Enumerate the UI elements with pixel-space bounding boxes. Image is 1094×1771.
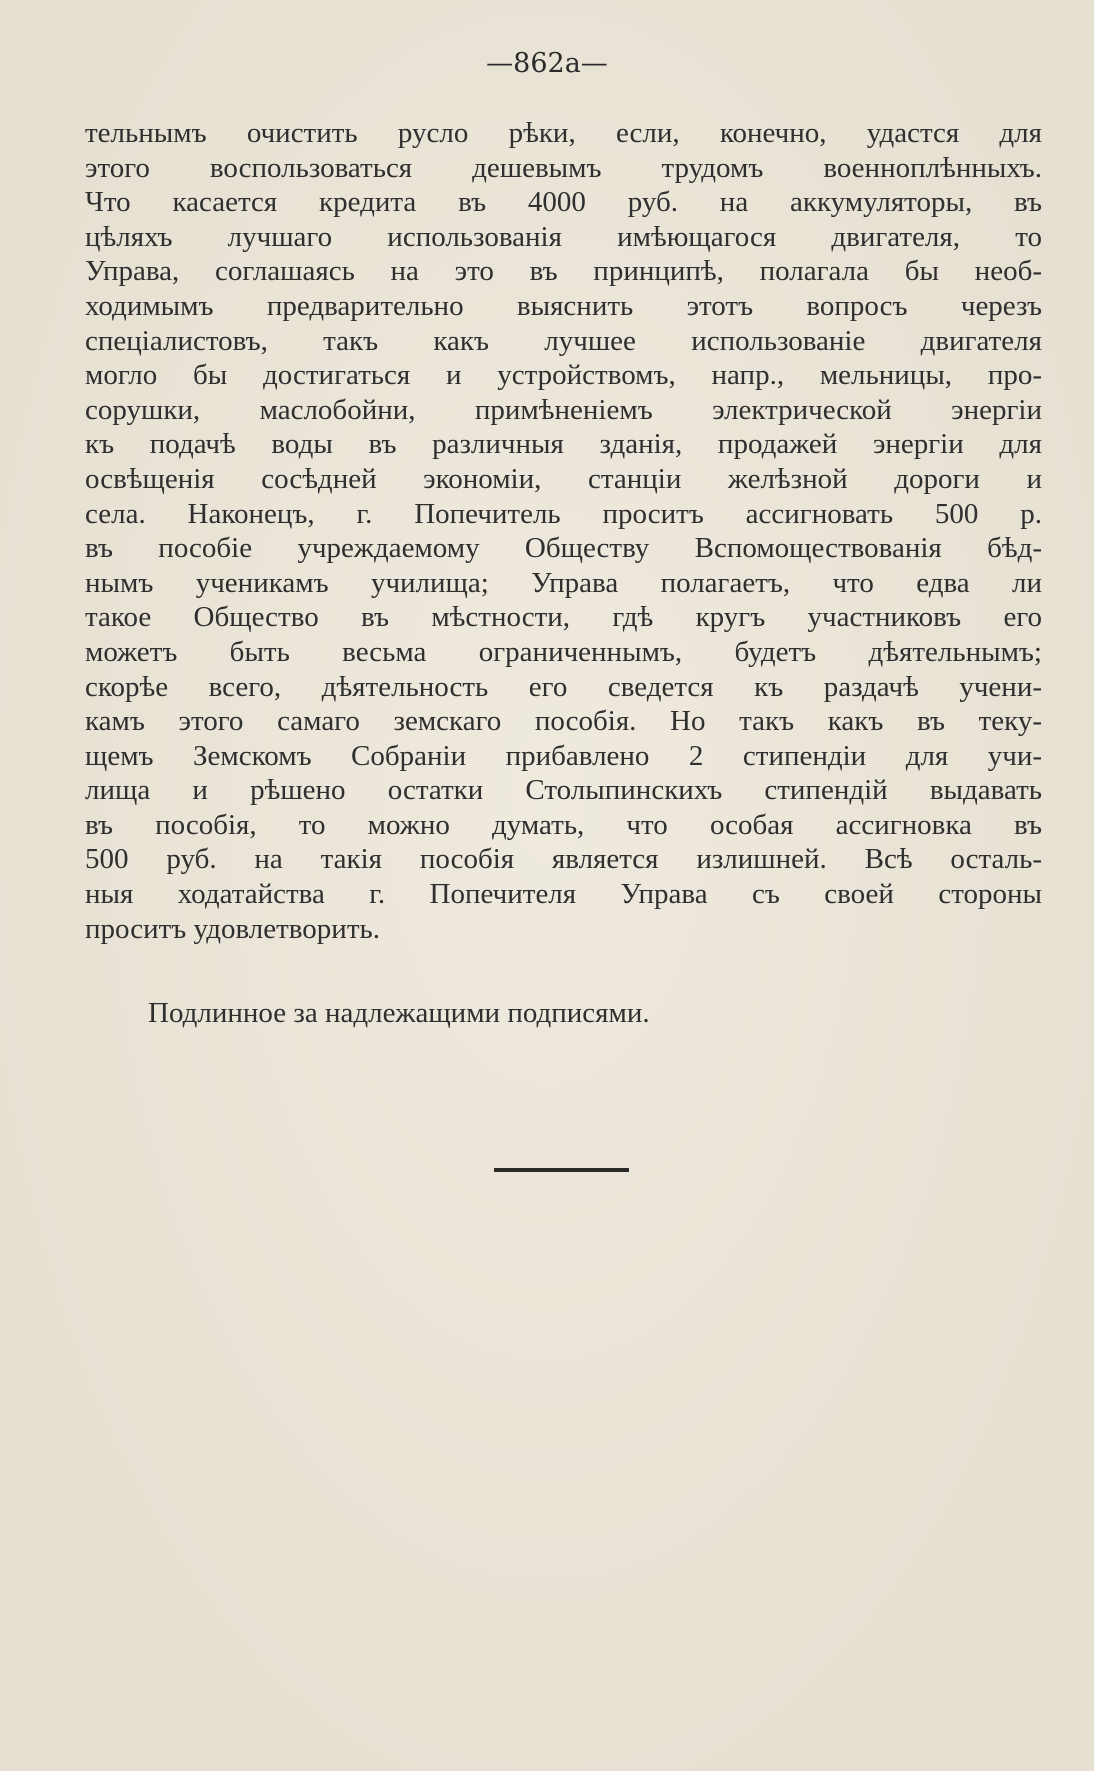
text-line: Что касается кредита въ 4000 руб. на аккумуляторы, въ <box>85 186 1042 219</box>
text-line: щемъ Земскомъ Собраніи прибавлено 2 стипендіи для учи- <box>85 739 1042 772</box>
text-line: камъ этого самаго земскаго пособія. Но такъ какъ въ теку- <box>85 705 1042 738</box>
text-line: въ пособіе учреждаемому Обществу Вспомоществованія бѣд- <box>85 532 1042 565</box>
text-line: лища и рѣшено остатки Столыпинскихъ стипендій выдавать <box>85 774 1042 807</box>
text-line: къ подачѣ воды въ различныя зданія, продажей энергіи для <box>85 428 1042 461</box>
page-number: —862a— <box>486 48 608 79</box>
text-line: такое Общество въ мѣстности, гдѣ кругъ участниковъ его <box>85 601 1042 634</box>
text-line-last: проситъ удовлетворить. <box>85 912 380 945</box>
text-line: 500 руб. на такія пособія является излишней. Всѣ осталь- <box>85 843 1042 876</box>
text-line: этого воспользоваться дешевымъ трудомъ военноплѣнныхъ. <box>85 151 1042 184</box>
text-line: въ пособія, то можно думать, что особая ассигновка въ <box>85 808 1042 841</box>
body-text <box>85 116 1042 946</box>
closing-rule <box>494 1168 629 1172</box>
text-line: нымъ ученикамъ училища; Управа полагаетъ, что едва ли <box>85 566 1042 599</box>
text-line: скорѣе всего, дѣятельность его сведется къ раздачѣ учени- <box>85 670 1042 703</box>
text-line: Управа, соглашаясь на это въ принципѣ, полагала бы необ- <box>85 255 1042 288</box>
text-line: можетъ быть весьма ограниченнымъ, будетъ дѣятельнымъ; <box>85 635 1042 668</box>
text-line: ходимымъ предварительно выяснить этотъ вопросъ черезъ <box>85 289 1042 322</box>
text-line: цѣляхъ лучшаго использованія имѣющагося двигателя, то <box>85 220 1042 253</box>
text-line: тельнымъ очистить русло рѣки, если, конечно, удастся для <box>85 117 1042 149</box>
text-line: сорушки, маслобойни, примѣненіемъ электрической энергіи <box>85 393 1042 426</box>
text-line: ныя ходатайства г. Попечителя Управа съ своей стороны <box>85 878 1042 911</box>
text-line: могло бы достигаться и устройствомъ, напр., мельницы, про- <box>85 359 1042 392</box>
signature-note: Подлинное за надлежащими подписями. <box>148 997 650 1029</box>
text-line: села. Наконецъ, г. Попечитель проситъ ассигновать 500 р. <box>85 497 1042 530</box>
text-line: освѣщенія сосѣдней экономіи, станціи желѣзной дороги и <box>85 462 1042 495</box>
text-line: спеціалистовъ, такъ какъ лучшее использованіе двигателя <box>85 324 1042 357</box>
